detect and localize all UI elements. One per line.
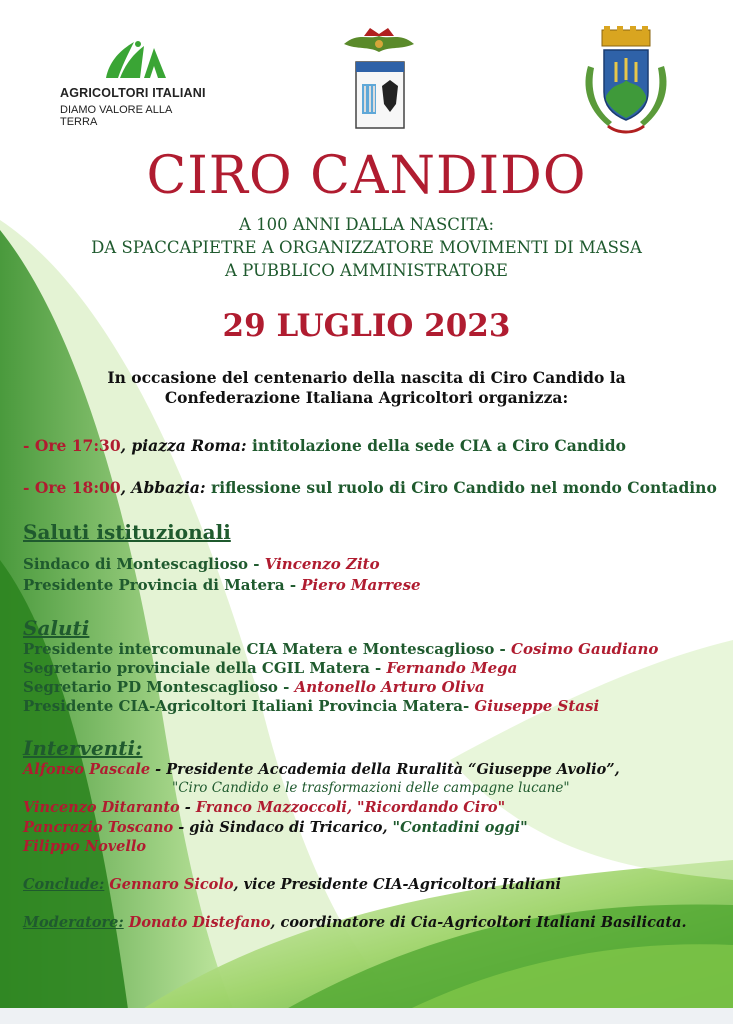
conclude-label: Conclude: [23,876,105,893]
moderatore-label: Moderatore: [23,914,124,931]
speaker-role: Segretario PD Montescaglioso - [23,678,295,696]
speaker-role: - Presidente Accademia della Ruralità “Giuseppe Avolio”, [150,761,620,778]
speaker-role: , vice Presidente CIA-Agricoltori Italiani [233,876,562,893]
event-description: intitolazione della sede CIA a Ciro Candido [246,436,626,455]
speaker-name: Vincenzo Ditaranto [23,799,180,816]
event-description: riflessione sul ruolo di Ciro Candido nel mondo Contadino [205,478,717,497]
moderatore-line [23,914,687,931]
speaker-role: Segretario provinciale della CGIL Matera - [23,659,387,677]
section-heading-saluti: Saluti [23,616,90,640]
event-item [23,478,717,497]
speaker-row [23,640,658,658]
conclude-line [23,876,561,893]
event-place: , Abbazia: [120,478,206,497]
speaker-row [23,761,620,778]
speaker-role: , coordinatore di Cia-Agricoltori Italiani Basilicata. [270,914,687,931]
talk-title: Franco Mazzoccoli, "Ricordando Ciro" [195,799,506,816]
province-crest-icon [338,26,420,134]
cia-logo [60,38,210,128]
event-dash: - [23,478,35,497]
event-date: 29 LUGLIO 2023 [222,308,511,344]
speaker-row [23,819,528,836]
speaker-name: Gennaro Sicolo [104,876,234,893]
speaker-role: Presidente CIA-Agricoltori Italiani Provincia Matera- [23,697,475,715]
section-heading-saluti-istituzionali: Saluti istituzionali [23,520,231,544]
speaker-separator: - [179,799,196,816]
speaker-name: Antonello Arturo Oliva [294,678,485,696]
speaker-name: Pancrazio Toscano [23,819,174,836]
speaker-name: Filippo Novello [23,838,147,855]
speaker-name: Vincenzo Zito [264,555,380,573]
speaker-row [23,576,421,594]
speaker-row [23,838,146,855]
speaker-row [23,678,485,696]
talk-title: "Ciro Candido e le trasformazioni delle campagne lucane" [172,780,570,796]
speaker-row [23,799,505,816]
speaker-role: Presidente intercomunale CIA Matera e Montescaglioso - [23,640,511,658]
speaker-name: Piero Marrese [301,576,421,594]
speaker-row [23,697,599,715]
event-time: Ore 18:00 [34,478,121,497]
intro-line: Confederazione Italiana Agricoltori organizza: [164,388,569,407]
speaker-name: Donato Distefano [123,914,271,931]
event-time: Ore 17:30 [34,436,121,455]
town-crest-icon [578,26,674,136]
section-heading-interventi: Interventi: [23,736,143,760]
speaker-role: - già Sindaco di Tricarico, [173,819,393,836]
cia-leaf-icon [100,38,170,82]
event-item [23,436,626,455]
event-dash: - [23,436,35,455]
speaker-role: Presidente Provincia di Matera - [23,576,302,594]
speaker-name: Alfonso Pascale [23,761,151,778]
speaker-name: Giuseppe Stasi [474,697,600,715]
speaker-role: Sindaco di Montescaglioso - [23,555,265,573]
talk-title: "Contadini oggi" [392,819,528,836]
subtitle-line: A 100 ANNI DALLA NASCITA: [238,215,495,234]
event-place: , piazza Roma: [120,436,247,455]
speaker-row [23,659,517,677]
subtitle-line: A PUBBLICO AMMINISTRATORE [225,261,508,280]
speaker-row [23,555,380,573]
event-title: CIRO CANDIDO [146,146,587,206]
speaker-name: Fernando Mega [386,659,518,677]
cia-logo-name: AGRICOLTORI ITALIANI [60,86,206,100]
subtitle-line: DA SPACCAPIETRE A ORGANIZZATORE MOVIMENTI DI MASSA [91,238,642,257]
intro-line: In occasione del centenario della nascita di Ciro Candido la [107,368,626,387]
speaker-name: Cosimo Gaudiano [511,640,659,658]
cia-logo-tagline: DIAMO VALORE ALLA TERRA [60,104,172,128]
